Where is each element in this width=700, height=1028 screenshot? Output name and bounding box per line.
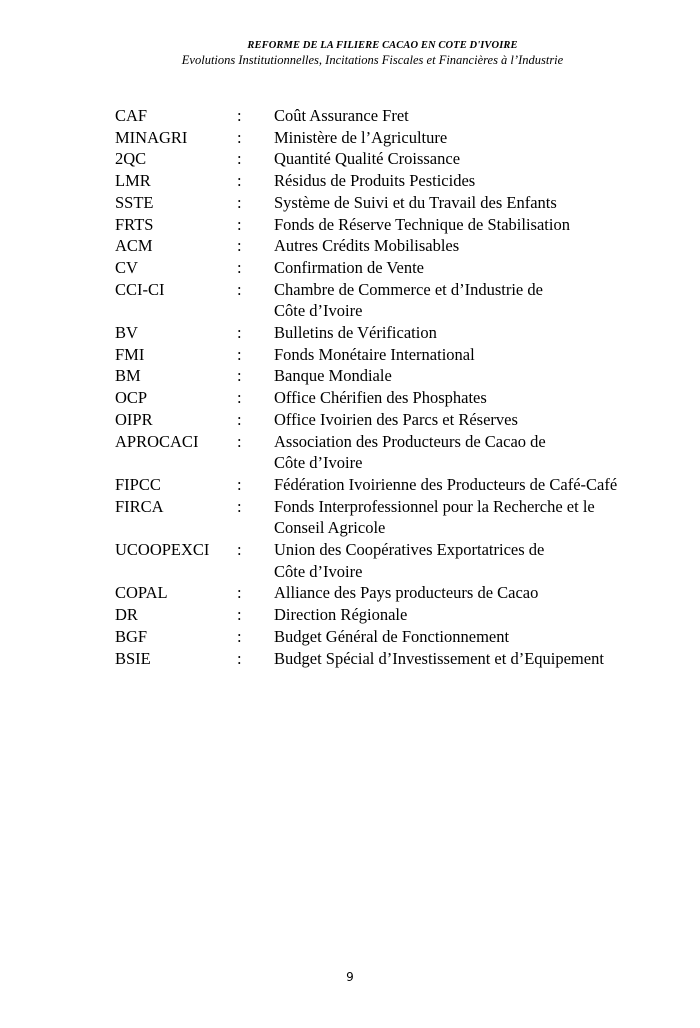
abbreviation-code: MINAGRI (115, 127, 188, 147)
abbreviation-row (0, 322, 700, 344)
page-header (0, 40, 700, 68)
abbreviation-code: UCOOPEXCI (115, 540, 210, 560)
abbreviation-code: ACM (115, 236, 153, 256)
abbreviation-code: CCI-CI (115, 279, 165, 299)
abbreviation-definition: Direction Régionale (274, 605, 408, 625)
abbreviation-code: BM (115, 366, 141, 386)
abbreviation-code: SSTE (115, 192, 154, 212)
abbreviation-definition: Budget Général de Fonctionnement (274, 626, 510, 646)
abbreviation-separator: : (237, 236, 242, 256)
abbreviation-code: APROCACI (115, 431, 199, 451)
abbreviation-row (0, 648, 700, 670)
abbreviation-code: COPAL (115, 583, 168, 603)
abbreviation-separator: : (237, 431, 242, 451)
abbreviation-separator: : (237, 106, 242, 125)
abbreviation-definition: Système de Suivi et du Travail des Enfants (274, 192, 557, 212)
abbreviation-separator: : (237, 279, 242, 299)
abbreviation-definition: Alliance des Pays producteurs de Cacao (274, 583, 539, 603)
abbreviation-code: BV (115, 323, 138, 343)
abbreviation-definition: Banque Mondiale (274, 366, 392, 386)
abbreviation-separator: : (237, 605, 242, 625)
abbreviation-row (0, 431, 700, 474)
abbreviation-separator: : (237, 496, 242, 516)
abbreviation-code: CAF (115, 106, 148, 125)
abbreviation-row (0, 170, 700, 192)
abbreviation-row (0, 127, 700, 149)
abbreviation-definition: Confirmation de Vente (274, 257, 424, 277)
abbreviation-row (0, 626, 700, 648)
abbreviation-row (0, 539, 700, 582)
abbreviation-separator: : (237, 626, 242, 646)
abbreviation-row (0, 365, 700, 387)
abbreviation-separator: : (237, 409, 242, 429)
abbreviation-definition: Office Chérifien des Phosphates (274, 388, 487, 408)
abbreviation-code: OIPR (115, 409, 153, 429)
abbreviation-code: BGF (115, 626, 148, 646)
abbreviation-definition: Fonds Interprofessionnel pour la Recherche et le Conseil Agricole (274, 496, 595, 538)
abbreviation-definition: Union des Coopératives Exportatrices de Côte d’Ivoire (274, 540, 545, 581)
abbreviation-separator: : (237, 323, 242, 343)
abbreviation-definition: Fédération Ivoirienne des Producteurs de Café-Café (274, 474, 618, 494)
abbreviation-row (0, 235, 700, 257)
abbreviation-row (0, 279, 700, 322)
abbreviation-separator: : (237, 149, 242, 169)
abbreviation-separator: : (237, 257, 242, 277)
abbreviation-code: OCP (115, 388, 148, 408)
abbreviation-definition: Coût Assurance Fret (274, 106, 409, 125)
abbreviation-definition: Association des Producteurs de Cacao de Côte d’Ivoire (274, 431, 546, 473)
abbreviation-separator: : (237, 366, 242, 386)
abbreviation-definition: Fonds Monétaire International (274, 344, 475, 364)
abbreviation-row (0, 387, 700, 409)
abbreviation-definition: Résidus de Produits Pesticides (274, 171, 476, 191)
abbreviation-row (0, 496, 700, 539)
abbreviation-code: 2QC (115, 149, 147, 169)
abbreviation-row (0, 604, 700, 626)
abbreviation-separator: : (237, 344, 242, 364)
abbreviation-separator: : (237, 540, 242, 560)
abbreviation-definition: Budget Spécial d’Investissement et d’Equipement (274, 648, 604, 668)
abbreviation-definition: Quantité Qualité Croissance (274, 149, 461, 169)
abbreviation-row (0, 214, 700, 236)
page-number: 9 (346, 970, 354, 984)
abbreviation-row (0, 474, 700, 496)
abbreviation-code: DR (115, 605, 138, 625)
abbreviation-row (0, 344, 700, 366)
header-subtitle: Evolutions Institutionnelles, Incitations Fiscales et Financières à l’Industrie (181, 53, 564, 67)
abbreviation-row (0, 257, 700, 279)
abbreviation-separator: : (237, 192, 242, 212)
abbreviation-definition: Office Ivoirien des Parcs et Réserves (274, 409, 518, 429)
abbreviation-row (0, 409, 700, 431)
abbreviation-code: FRTS (115, 214, 154, 234)
abbreviation-code: FIRCA (115, 496, 164, 516)
abbreviation-row (0, 582, 700, 604)
abbreviation-code: BSIE (115, 648, 151, 668)
abbreviation-code: LMR (115, 171, 151, 191)
abbreviation-separator: : (237, 648, 242, 668)
abbreviation-definition: Chambre de Commerce et d’Industrie de Côte d’Ivoire (274, 279, 543, 321)
abbreviation-code: FMI (115, 344, 145, 364)
abbreviation-separator: : (237, 388, 242, 408)
abbreviation-definition: Fonds de Réserve Technique de Stabilisation (274, 214, 570, 234)
abbreviation-definition: Autres Crédits Mobilisables (274, 236, 460, 256)
abbreviation-separator: : (237, 171, 242, 191)
abbreviation-separator: : (237, 474, 242, 494)
header-title: REFORME DE LA FILIERE CACAO EN COTE D'IVOIRE (247, 40, 518, 51)
abbreviation-list (0, 105, 700, 669)
abbreviation-row (0, 105, 700, 127)
abbreviation-row (0, 192, 700, 214)
abbreviation-separator: : (237, 127, 242, 147)
abbreviation-definition: Bulletins de Vérification (274, 323, 437, 343)
abbreviation-code: FIPCC (115, 474, 161, 494)
abbreviation-row (0, 148, 700, 170)
abbreviation-definition: Ministère de l’Agriculture (274, 127, 448, 147)
abbreviation-code: CV (115, 257, 138, 277)
abbreviation-separator: : (237, 583, 242, 603)
abbreviation-separator: : (237, 214, 242, 234)
